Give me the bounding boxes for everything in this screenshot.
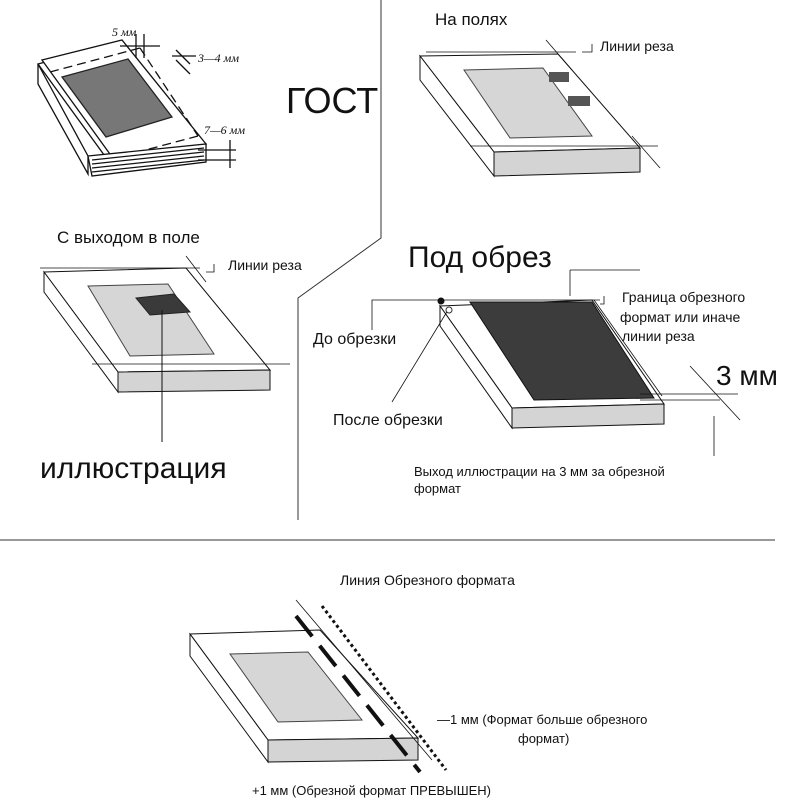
bleed-note-2: формат [414,481,461,496]
under-trim-title: Под обрез [408,241,552,274]
boundary-label-2: формат или иначе [620,309,741,325]
page-side [118,370,270,392]
leader [600,296,604,304]
after-trim-label: После обрезки [333,412,443,429]
boundary-label-1: Граница обрезного [622,289,746,305]
margins-cut-lines-label: Линии реза [600,38,674,54]
after-trim-leader [392,310,448,402]
minus-1mm-label-2: формат) [518,731,570,746]
gost-title: ГОСТ [286,80,379,121]
margins-title: На полях [435,10,508,29]
dim-5mm: 5 мм [112,25,137,39]
minus-1mm-label-1: —1 мм (Формат больше обрезного [437,712,648,727]
bleed-field-book [40,256,290,442]
before-trim-dot [438,298,445,305]
margins-book [420,40,660,176]
small-image-2 [568,96,590,106]
boundary-label-3: линии реза [622,328,695,344]
plus-1mm-label: +1 мм (Обрезной формат ПРЕВЫШЕН) [252,783,491,798]
vertical-divider [298,0,381,520]
dim-7-6mm: 7—6 мм [204,123,245,137]
bleed-field-cut-lines-label: Линии реза [228,257,302,273]
illustration-label: иллюстрация [40,452,227,485]
small-image-1 [549,72,569,82]
trim-line-label: Линия Обрезного формата [340,572,515,588]
before-trim-label: До обрезки [313,331,397,348]
bleed-field-title: С выходом в поле [57,228,200,247]
page-side [512,404,664,428]
bleed-note-1: Выход иллюстрации на 3 мм за обрезной [414,464,665,479]
leader [206,264,214,272]
dim-3-4mm: 3—4 мм [198,51,239,65]
page-side [494,148,640,176]
bleed-size-label: 3 мм [716,360,778,391]
leader [582,44,592,52]
tolerance-book [190,600,446,772]
after-trim-dot [446,307,452,313]
before-trim-leader [372,300,440,330]
